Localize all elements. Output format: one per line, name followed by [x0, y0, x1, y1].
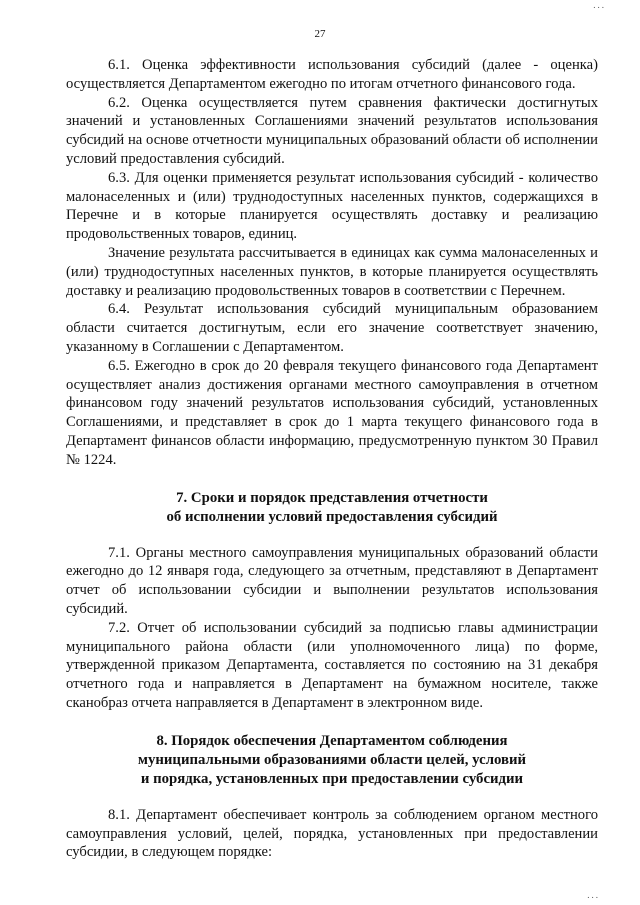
paragraph-7-2: 7.2. Отчет об использовании субсидий за подписью главы администрации муниципального района области (или уполномоченного лица) по форме, утвержденной приказом Департамента, составляется по состоянию на 31 декабря отчетного года и направляется в Департамент на бумажном носителе, также сканобраз отчета направляется в Департамент в электронном виде. [66, 619, 598, 711]
section-7-title-line-1: 7. Сроки и порядок представления отчетности [176, 489, 488, 506]
paragraph-6-5: 6.5. Ежегодно в срок до 20 февраля текущего финансового года Департамент осуществляет анализ достижения органами местного самоуправления в отчетном финансовом году значений результатов использования субсидий, установленных Соглашениями, и представляет в срок до 1 марта текущего финансового года в Департамент финансов области информацию, предусмотренную пунктом 30 Правил № 1224. [66, 357, 598, 468]
paragraph-6-1: 6.1. Оценка эффективности использования субсидий (далее - оценка) осуществляется Департаментом ежегодно по итогам отчетного финансового года. [66, 57, 598, 92]
corner-marks-top: ... [593, 0, 606, 10]
section-8-title-line-1: 8. Порядок обеспечения Департаментом соблюдения [156, 732, 508, 749]
paragraph-6-2: 6.2. Оценка осуществляется путем сравнения фактически достигнутых значений и установленных Соглашениями значений результатов использования субсидий на основе отчетности муниципальных образований области об исполнении условий предоставления субсидий. [66, 94, 598, 167]
section-7-title-line-2: об исполнении условий предоставления субсидий [166, 508, 498, 525]
page-number: 27 [314, 28, 326, 40]
paragraph-6-3: 6.3. Для оценки применяется результат использования субсидий - количество малонаселенных и (или) труднодоступных населенных пунктов, содержащихся в Перечне и в которые планируется осуществлять доставку и реализацию продовольственных товаров, единиц. [66, 169, 598, 243]
paragraph-7-1: 7.1. Органы местного самоуправления муниципальных образований области ежегодно до 12 января года, следующего за отчетным, представляют в Департамент отчет об использовании субсидии и выполнении результатов использования субсидий. [66, 544, 598, 617]
spacer [66, 789, 598, 806]
section-8-title-line-3: и порядка, установленных при предоставлении субсидии [140, 770, 524, 787]
spacer [66, 470, 598, 489]
paragraph-6-4: 6.4. Результат использования субсидий муниципальным образованием области считается достигнутым, если его значение соответствует значению, указанному в Соглашении с Департаментом. [66, 301, 598, 355]
corner-marks-bottom: ... [587, 890, 600, 900]
spacer [66, 713, 598, 732]
paragraph-8-1: 8.1. Департамент обеспечивает контроль за соблюдением органом местного самоуправления условий, целей, порядка, установленных при предоставлении субсидии, в следующем порядке: [66, 806, 598, 861]
paragraph-6-3-value: Значение результата рассчитывается в единицах как сумма малонаселенных и (или) труднодоступных населенных пунктов, в которые планируется осуществлять доставку и реализацию продовольственных товаров в соответствии с Перечнем. [66, 244, 598, 299]
document-body [66, 56, 598, 862]
spacer [66, 527, 598, 544]
section-8-title-line-2: муниципальными образованиями области целей, условий [137, 751, 527, 768]
